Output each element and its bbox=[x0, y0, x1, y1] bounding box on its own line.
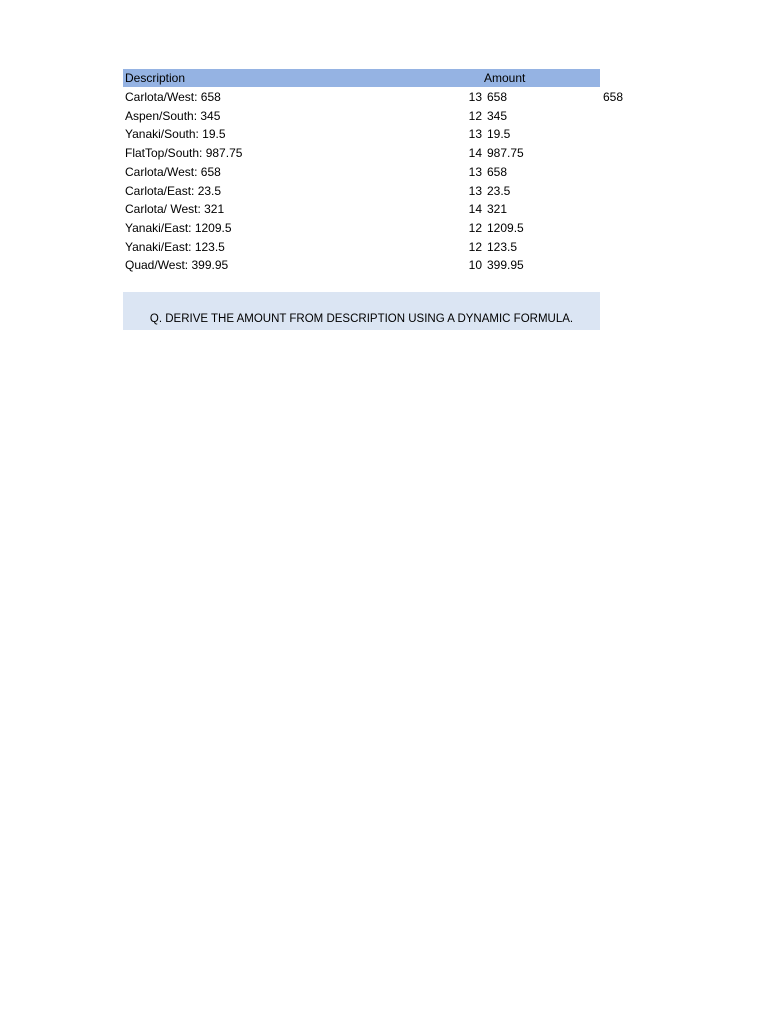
row-description: Yanaki/South: 19.5 bbox=[125, 127, 226, 141]
row-description: Aspen/South: 345 bbox=[125, 109, 221, 123]
row-amount: 345 bbox=[487, 109, 508, 123]
row-description: Carlota/ West: 321 bbox=[125, 202, 225, 216]
row-amount: 987.75 bbox=[487, 146, 524, 160]
row-position: 10 bbox=[468, 258, 482, 272]
row-amount: 23.5 bbox=[487, 184, 511, 198]
row-position: 13 bbox=[468, 90, 482, 104]
row-amount: 123.5 bbox=[487, 240, 518, 254]
row-description: Carlota/West: 658 bbox=[125, 165, 221, 179]
row-amount: 19.5 bbox=[487, 127, 511, 141]
row-description: Yanaki/East: 123.5 bbox=[125, 240, 225, 254]
row-description: Carlota/West: 658 bbox=[125, 90, 221, 104]
row-description: Quad/West: 399.95 bbox=[125, 258, 229, 272]
question-box bbox=[123, 292, 600, 330]
row-position: 14 bbox=[468, 146, 482, 160]
row-amount: 399.95 bbox=[487, 258, 524, 272]
row-amount: 1209.5 bbox=[487, 221, 524, 235]
row-position: 13 bbox=[468, 184, 482, 198]
row-description: FlatTop/South: 987.75 bbox=[125, 146, 243, 160]
row-amount: 658 bbox=[487, 165, 508, 179]
table-header-band bbox=[123, 69, 600, 87]
description-column-header: Description bbox=[125, 71, 186, 85]
row-position: 12 bbox=[468, 109, 482, 123]
row-position: 14 bbox=[468, 202, 482, 216]
row-position: 13 bbox=[468, 127, 482, 141]
row-description: Yanaki/East: 1209.5 bbox=[125, 221, 232, 235]
amount-column-header: Amount bbox=[484, 71, 526, 85]
row-description: Carlota/East: 23.5 bbox=[125, 184, 222, 198]
side-value-cell: 658 bbox=[603, 90, 624, 104]
row-position: 12 bbox=[468, 240, 482, 254]
row-amount: 658 bbox=[487, 90, 508, 104]
row-position: 13 bbox=[468, 165, 482, 179]
row-amount: 321 bbox=[487, 202, 508, 216]
row-position: 12 bbox=[468, 221, 482, 235]
question-text: Q. DERIVE THE AMOUNT FROM DESCRIPTION USING A DYNAMIC FORMULA. bbox=[149, 313, 574, 325]
